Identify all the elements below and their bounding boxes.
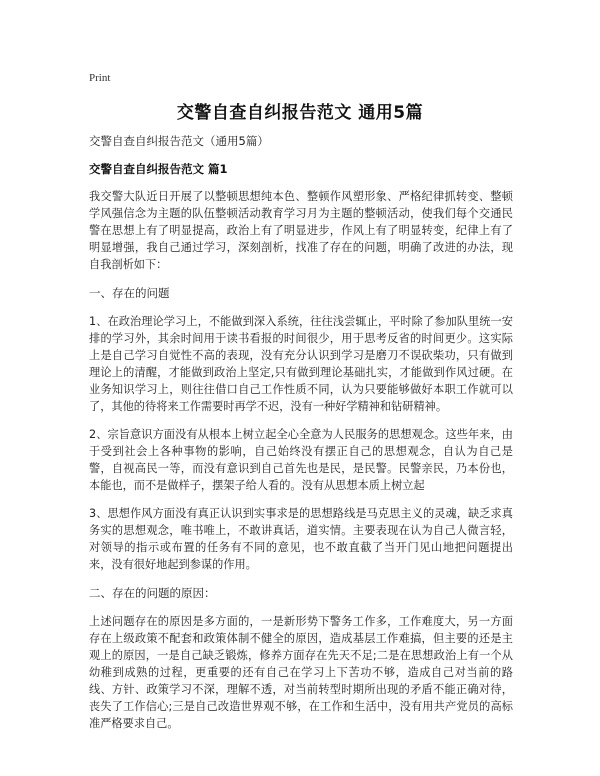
problem-item-3: 3、思想作风方面没有真正认识到实事求是的思想路线是马克思主义的灵魂，缺乏求真务实的思想观念，唯书唯上，不敢讲真话，道实情。主要表现在认为自己人微言轻，对领导的指示或布置的任务有不同的意见，也不敢直截了当开门见山地把问题提出来，没有很好地起到参谋的作用。 xyxy=(89,507,513,571)
heading-problem-causes: 二、存在的问题的原因： xyxy=(89,586,216,600)
section-heading: 交警自查自纠报告范文 篇1 xyxy=(89,162,228,176)
print-link[interactable]: Print xyxy=(89,72,111,84)
intro-paragraph: 我交警大队近日开展了以整顿思想纯本色、整顿作风塑形象、严格纪律抓转变、整顿学风强信念为主题的队伍整顿活动教育学习月为主题的整顿活动，使我们每个交通民警在思想上有了明显提高，政治上有了明显进步，作风上有了明显转变，纪律上有了明显增强，我自己通过学习，深刻剖析，找准了存在的问题，明确了改进的办法，现自我剖析如下： xyxy=(89,190,513,271)
document-subtitle: 交警自查自纠报告范文（通用5篇） xyxy=(89,134,269,148)
page-title: 交警自查自纠报告范文 通用5篇 xyxy=(176,103,424,123)
problem-item-1: 1、在政治理论学习上，不能做到深入系统，往往浅尝辄止，平时除了参加队里统一安排的学习外，其余时间用于读书看报的时间很少，用于思考反省的时间更少。这实际上是自己学习自觉性不高的表现，没有充分认识到学习是磨刀不误砍柴功，只有做到理论上的清醒，才能做到政治上坚定,只有做到理论基础扎实，才能做到作风过硬。在业务知识学习上，则往往借口自己工作性质不同，认为只要能够做好本职工作就可以了，其他的待将来工作需要时再学不迟，没有一种好学精神和钻研精神。 xyxy=(89,315,513,413)
heading-existing-problems: 一、存在的问题 xyxy=(89,286,170,300)
document-body xyxy=(89,132,513,743)
problem-item-2: 2、宗旨意识方面没有从根本上树立起全心全意为人民服务的思想观念。这些年来，由于受到社会上各种事物的影响，自己始终没有摆正自己的思想观念，自认为自己是警，自视高民一等，而没有意识到自己首先也是民，是民警。民警亲民，乃本份也，本能也，而不是做样子，摆架子给人看的。没有从思想本质上树立起 xyxy=(89,428,513,492)
causes-paragraph: 上述问题存在的原因是多方面的，一是新形势下警务工作多，工作难度大，另一方面存在上级政策不配套和政策体制不健全的原因，造成基层工作难搞，但主要的还是主观上的原因，一是自己缺乏锻炼，修养方面存在先天不足;二是在思想政治上有一个从幼稚到成熟的过程，更重要的还有自己在学习上下苦功不够，造成自己对当前的路线、方针、政策学习不深，理解不透，对当前转型时期所出现的矛盾不能正确对待，丧失了工作信心;三是自己改造世界观不够，在工作和生活中，没有用共产党员的高标准严格要求自己。 xyxy=(89,615,513,730)
